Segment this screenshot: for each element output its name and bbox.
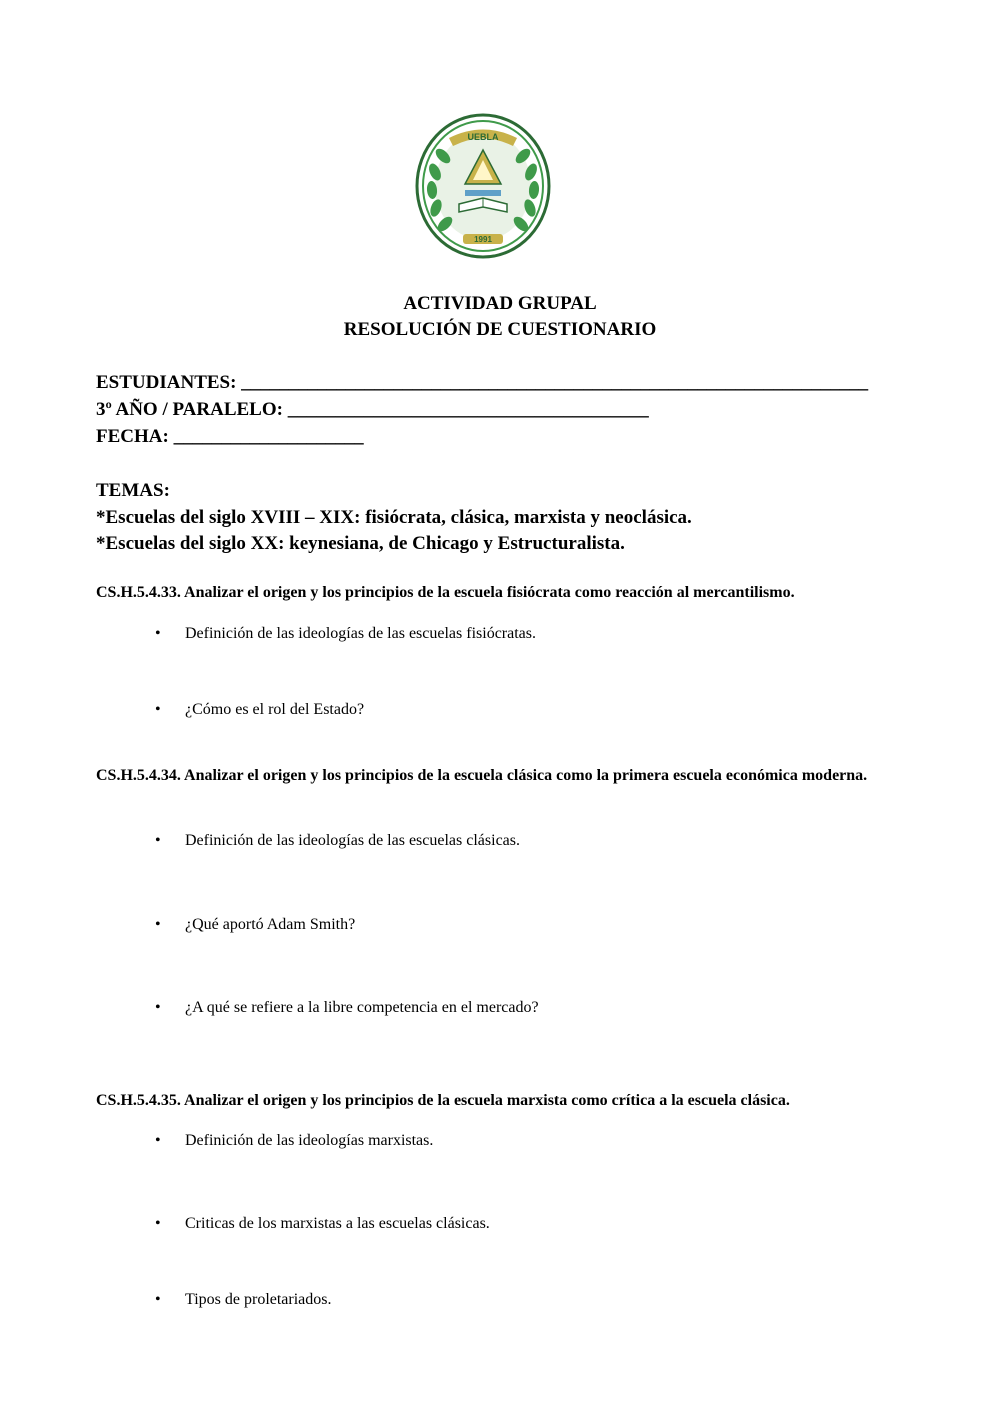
question-item bbox=[155, 1291, 332, 1309]
title-line-2: RESOLUCIÓN DE CUESTIONARIO bbox=[343, 319, 657, 340]
seal-year-text: 1991 bbox=[474, 235, 492, 244]
topic-item: *Escuelas del siglo XVIII – XIX: fisiócrata, clásica, marxista y neoclásica. bbox=[96, 507, 692, 528]
question-text: Definición de las ideologías de las escuelas clásicas. bbox=[185, 832, 520, 849]
question-text: ¿A qué se refiere a la libre competencia en el mercado? bbox=[185, 999, 539, 1016]
date-field: FECHA: ____________________ bbox=[96, 426, 364, 447]
question-item bbox=[155, 625, 536, 643]
question-item bbox=[155, 999, 539, 1017]
question-item bbox=[155, 701, 364, 719]
bullet-icon: • bbox=[155, 1291, 161, 1308]
question-text: ¿Cómo es el rol del Estado? bbox=[185, 701, 365, 718]
bullet-icon: • bbox=[155, 916, 161, 933]
question-text: Criticas de los marxistas a las escuelas clásicas. bbox=[185, 1215, 490, 1232]
bullet-icon: • bbox=[155, 999, 161, 1016]
bullet-icon: • bbox=[155, 1132, 161, 1149]
students-field: ESTUDIANTES: __________________________________________________________________ bbox=[96, 372, 869, 393]
question-text: Definición de las ideologías marxistas. bbox=[185, 1132, 434, 1149]
bullet-icon: • bbox=[155, 1215, 161, 1232]
question-item bbox=[155, 1215, 490, 1233]
question-item bbox=[155, 916, 355, 934]
seal-top-text: UEBLA bbox=[467, 132, 499, 142]
objective-cs-h-5-4-34: CS.H.5.4.34. Analizar el origen y los principios de la escuela clásica como la primera escuela económica moderna. bbox=[96, 767, 868, 784]
topic-item: *Escuelas del siglo XX: keynesiana, de Chicago y Estructuralista. bbox=[96, 533, 625, 554]
objective-cs-h-5-4-35: CS.H.5.4.35. Analizar el origen y los principios de la escuela marxista como crítica a la escuela clásica. bbox=[96, 1092, 790, 1109]
question-item bbox=[155, 832, 520, 850]
question-text: ¿Qué aportó Adam Smith? bbox=[185, 916, 356, 933]
question-item bbox=[155, 1132, 433, 1150]
bullet-icon: • bbox=[155, 832, 161, 849]
topics-label: TEMAS: bbox=[96, 480, 170, 501]
objective-cs-h-5-4-33: CS.H.5.4.33. Analizar el origen y los principios de la escuela fisiócrata como reacción al mercantilismo. bbox=[96, 584, 795, 601]
bullet-icon: • bbox=[155, 701, 161, 718]
year-section-field: 3º AÑO / PARALELO: ______________________________________ bbox=[96, 399, 649, 420]
bullet-icon: • bbox=[155, 625, 161, 642]
question-text: Tipos de proletariados. bbox=[185, 1291, 332, 1308]
title-line-1: ACTIVIDAD GRUPAL bbox=[403, 293, 597, 314]
school-seal-logo bbox=[413, 112, 553, 260]
question-text: Definición de las ideologías de las escuelas fisiócratas. bbox=[185, 625, 536, 642]
